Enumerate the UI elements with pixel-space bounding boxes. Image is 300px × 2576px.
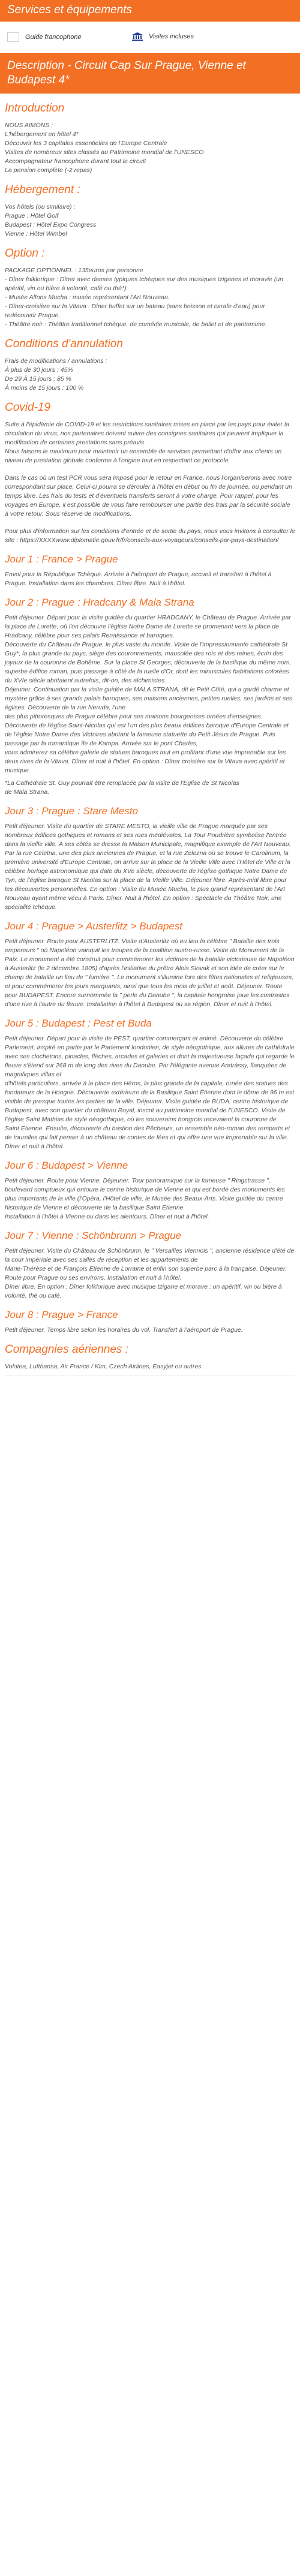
day-text: Petit déjeuner. Départ pour la visite guidée du quartier HRADCANY, le Château de Prague. Arrivée par la place de Lorette, où l'on découvre l'église Notre Dame de Lorette se promenant vers la place de Hradcany, célèbre pour ses palais Renaissance et baroques. Découverte du Château de Prague, le plus vaste du monde. Visite de l'impressionnante cathédrale St Guy*, la plus grande du pays, siège des couronnements, mausolée des rois et des reines, écrin des joyaux de la couronne de Bohême. Sur la place St Georges, découverte de la basilique du même nom, superbe édifice roman, puis passage à côté de la ruelle d'Or, dont les minuscules habitations colorées du XVIe siècle abritaient autrefois, dit-on, des alchimistes. Déjeuner. Continuation par la visite guidée de MALA STRANA, dit le Petit Côté, qui a gardé charme et mystère grâce à ses grands palais baroques, ses maisons anciennes, petites ruelles, ses jardins et ses églises. Découverte de la rue Neruda, l'une des plus pittoresques de Prague célèbre pour ses maisons bourgeoises ornées d'enseignes. Découverte de l'église Saint-Nicolas qui est l'un des plus beaux édifices baroque d'Europe Centrale et de l'église Notre Dame des Victoires abritant la fameuse statuette du Petit Jésus de Prague. Puis passage par la romantique île de Kampa. Arrivée sur le pont Charles, vous admirerez sa célèbre galerie de statues baroques tout en profitant d'une vue imprenable sur les deux rives de la Vltava. Dîner et nuit à l'hôtel. En option : Dîner croisière sur la Vltava avec apéritif et musique. xyxy=(5,614,293,774)
services-header xyxy=(0,0,300,22)
hebergement-text: Vos hôtels (ou similaire) : Prague : Hôtel Golf Budapest : Hôtel Expo Congress Vienne : Hôtel Wimbel xyxy=(5,203,97,237)
day-text: Envol pour la République Tchèque. Arrivée à l'aéroport de Prague, accueil et transfert à l'hôtel à Prague. Installation dans les chambres. Dîner libre. Nuit à l'hôtel. xyxy=(5,571,272,587)
covid-paragraph: Pour plus d'information sur les conditions d'entrée et de sortie du pays, nous vous invitons à consulter le site : https://XXXXwww.diplomatie.gouv.fr/fr/conseils-aux-voyageurs/conseils-par-pays-destination/ xyxy=(5,528,295,544)
day-text: Petit déjeuner. Visite du quartier de STARE MESTO, la vieille ville de Prague marquée par ses nombreux édifices gothiques et romans et ses rues médiévales. La Tour Poudrière symbolise l'entrée dans la vieille ville. À ses côtés se dresse la Maison Municipale, magnifique exemple de l'Art Nouveau. Par la rue Celetna, une des plus anciennes de Prague, et la rue Zelezna où se trouve le Carolinum, la première université d'Europe Centrale, on arrive sur la place de la Vieille Ville avec l'Hôtel de Ville et la célèbre horloge astronomique qui date du XVe siècle, découverte de l'église gothique Notre Dame de Tyn, de l'église baroque St Nicolas sur la place de la Vieille Ville. Déjeuner libre. Après-midi libre pour les découvertes personnelles. En option : Visite du Musée Mucha, le plus grand représentant de l'Art Nouveau ayant même vécu à Paris. Dîner. Nuit à l'hôtel. En option : Spectacle du Théâtre Noir, une spécialité tchèque. xyxy=(5,823,291,911)
day-title: Jour 6 : Budapest > Vienne xyxy=(5,1160,128,1171)
day-text: Petit déjeuner. Route pour AUSTERLITZ. Visite d'Austerlitz où eu lieu la célèbre " Bataille des trois empereurs " où Napoléon vainquit les troupes de la coalition austro-russe. Visite du Monument de la Paix. Le monument a été construit pour commémorer les victimes de la bataille victorieuse de Napoléon à Austerlitz (le 2 décembre 1805) d'après l'initiative du prêtre Alois Slovak et son idée de créer sur le champ de bataille un lieu de " lumière ". Le monument s'illumine lors des fêtes nationales et religieuses, et pour commémorer les jours marquants, ainsi que tous les mois de juillet et août. Déjeuner. Route pour BUDAPEST. Encore surnommée la " perle du Danube ", la capitale hongroise joue les contrastes d'une rive à l'autre du fleuve. Installation à l'hôtel à Budapest ou sa région. Dîner et nuit à l'hôtel. xyxy=(5,938,295,1008)
divider xyxy=(5,1375,295,1376)
french-flag-icon xyxy=(7,32,19,42)
description-content xyxy=(0,102,300,1376)
day-text: Petit déjeuner. Temps libre selon les horaires du vol. Transfert à l'aéroport de Prague. xyxy=(5,1326,243,1334)
services-row xyxy=(0,22,300,53)
option-title: Option : xyxy=(5,247,45,260)
covid-paragraph: Suite à l'épidémie de COVID-19 et les restrictions sanitaires mises en place par les pays pour éviter la circulation du virus, nos partenaires doivent suivre des consignes sanitaires qui peuvent impliquer la modification de certaines prestations sans préavis. Nous faisons le maximum pour maintenir un ensemble de services permettant d'offrir aux clients un niveau de prestation globale conforme à l'origine tout en respectant ce protocole. xyxy=(5,421,290,464)
day-note: *La Cathédrale St. Guy pourrait être remplacée par la visite de l'Eglise de St Nicolas de Mala Strana. xyxy=(5,780,239,796)
description-title: Description - Circuit Cap Sur Prague, Vienne et Budapest 4* xyxy=(7,59,246,86)
hebergement-title: Hébergement : xyxy=(5,183,80,196)
day-text: Petit déjeuner. Route pour Vienne. Déjeuner. Tour panoramique sur la fameuse " Ringstrasse ", boulevard somptueux qui entoure le centre historique de Vienne et qui est bordé des monuments les plus importants de la ville (l'Opéra, l'Hôtel de ville, le Musée des Beaux-Arts. Visite guidée du centre historique de Vienne et découverte de la basilique Saint Etienne. Installation à l'hôtel à Vienne ou dans les alentours. Dîner et nuit à l'hôtel. xyxy=(5,1177,285,1220)
companies-title: Compagnies aériennes : xyxy=(5,1343,128,1356)
service-guide-label: Guide francophone xyxy=(25,34,82,41)
service-visits xyxy=(132,32,194,41)
services-title: Services et équipements xyxy=(7,4,133,16)
covid-paragraph: Dans le cas où un test PCR vous sera imposé pour le retour en France, nous l'organiserons avec notre correspondant sur place. Celui-ci pourra se dérouler à l'hôtel en début ou fin de journée, ou pendant un temps libre. Les frais du tests et d'éventuels transferts seront à votre charge. Pour rappel, pour les voyages en Europe, il est possible de vous faire rembourser une partie des frais par la sécurité sociale à votre retour. Sous réserve de modifications. xyxy=(5,474,292,517)
conditions-text: Frais de modifications / annulations : À plus de 30 jours : 45% De 29 À 15 jours : 85 % À moins de 15 jours : 100 % xyxy=(5,357,107,392)
option-text: PACKAGE OPTIONNEL : 135euros par personne - Dîner folklorique : Dîner avec danses typiques tchèques sur des musiques tziganes et moravie (un apéritif, vin ou bière à volonté, café ou thé*). - Musée Alfons Mucha : musée représentant l'Art Nouveau. - Dîner-croisière sur la Vltava : Dîner buffet sur un bateau (sans boisson et carafe d'eau) pour redécouvrir Prague. - Théâtre noir : Théâtre traditionnel tchèque, de comédie musicale, de ballet et de pantomime. xyxy=(5,267,283,328)
day-title: Jour 3 : Prague : Stare Mesto xyxy=(5,805,139,817)
conditions-title: Conditions d'annulation xyxy=(5,338,123,350)
introduction-title: Introduction xyxy=(5,102,65,115)
service-visits-label: Visites incluses xyxy=(149,33,194,40)
day-title: Jour 4 : Prague > Austerlitz > Budapest xyxy=(5,920,183,932)
day-title: Jour 5 : Budapest : Pest et Buda xyxy=(5,1018,152,1029)
service-guide xyxy=(7,32,82,42)
companies-text: Volotea, Lufthansa, Air France / Klm, Czech Airlines, Easyjet ou autres xyxy=(5,1363,202,1370)
museum-icon xyxy=(132,32,143,41)
introduction-text: NOUS AIMONS : L'hébergement en hôtel 4* Découvrir les 3 capitales essentielles de l'Europe Centrale Visites de nombreux sites classés au Patrimoine mondial de l'UNESCO Accompagnateur francophone durant tout le circuit La pension complète (-2 repas) xyxy=(5,122,204,174)
description-header xyxy=(0,53,300,94)
day-title: Jour 1 : France > Prague xyxy=(5,553,118,565)
day-text: Petit déjeuner. Départ pour la visite de PEST, quartier commerçant et animé. Découverte du célèbre Parlement, inspiré en partie par le Parlement londonien, de style néogothique, aux allures de cathédrale avec ses clochetons, pinacles, flèches, arcades et galeries et dont la majestueuse façade qui regarde le fleuve s'étend sur 268 m de long des rives du Danube. Par l'élégante avenue Andrássy, flanquées de magnifiques villas et d'hôtels particuliers, arrivée à la place des Héros, la plus grande de la capitale, ornée des statues des fondateurs de la Hongrie. Découverte extérieure de la Basilique Saint Étienne dont le dôme de 96 m est visible de presque toutes les parties de la ville. Déjeuner. Visite guidée de BUDA, centre historique de Budapest, avec son quartier du château Royal, inscrit au patrimoine mondial de l'UNESCO. Visite de l'église Saint Mathias de style néogothique, où les souverains hongrois recevaient la couronne de Saint Etienne. Ensuite, découverte du bastion des Pêcheurs, un ensemble néo-roman des remparts et de tourelles qui fait penser à un château de contes de fées et qui offre une vue imprenable sur la ville. Dîner et nuit à l'hôtel. xyxy=(5,1035,295,1150)
day-title: Jour 2 : Prague : Hradcany & Mala Strana xyxy=(5,597,194,608)
day-title: Jour 7 : Vienne : Schönbrunn > Prague xyxy=(5,1230,182,1241)
covid-title: Covid-19 xyxy=(5,401,51,414)
day-text: Petit déjeuner. Visite du Château de Schönbrunn, le " Versailles Viennois ", ancienne résidence d'été de la cour impériale avec ses salles de réception et les appartements de Marie-Thérèse et de François Etienne de Lorraine et enfin son superbe parc à la française. Déjeuner. Route pour Prague ou ses environs. Installation et nuit à l'hôtel. Dîner libre. En option : Dîner folklorique avec musique tzigane et morave : un apéritif, vin ou bière à volonté, thé ou café. xyxy=(5,1247,295,1299)
day-title: Jour 8 : Prague > France xyxy=(5,1309,118,1320)
